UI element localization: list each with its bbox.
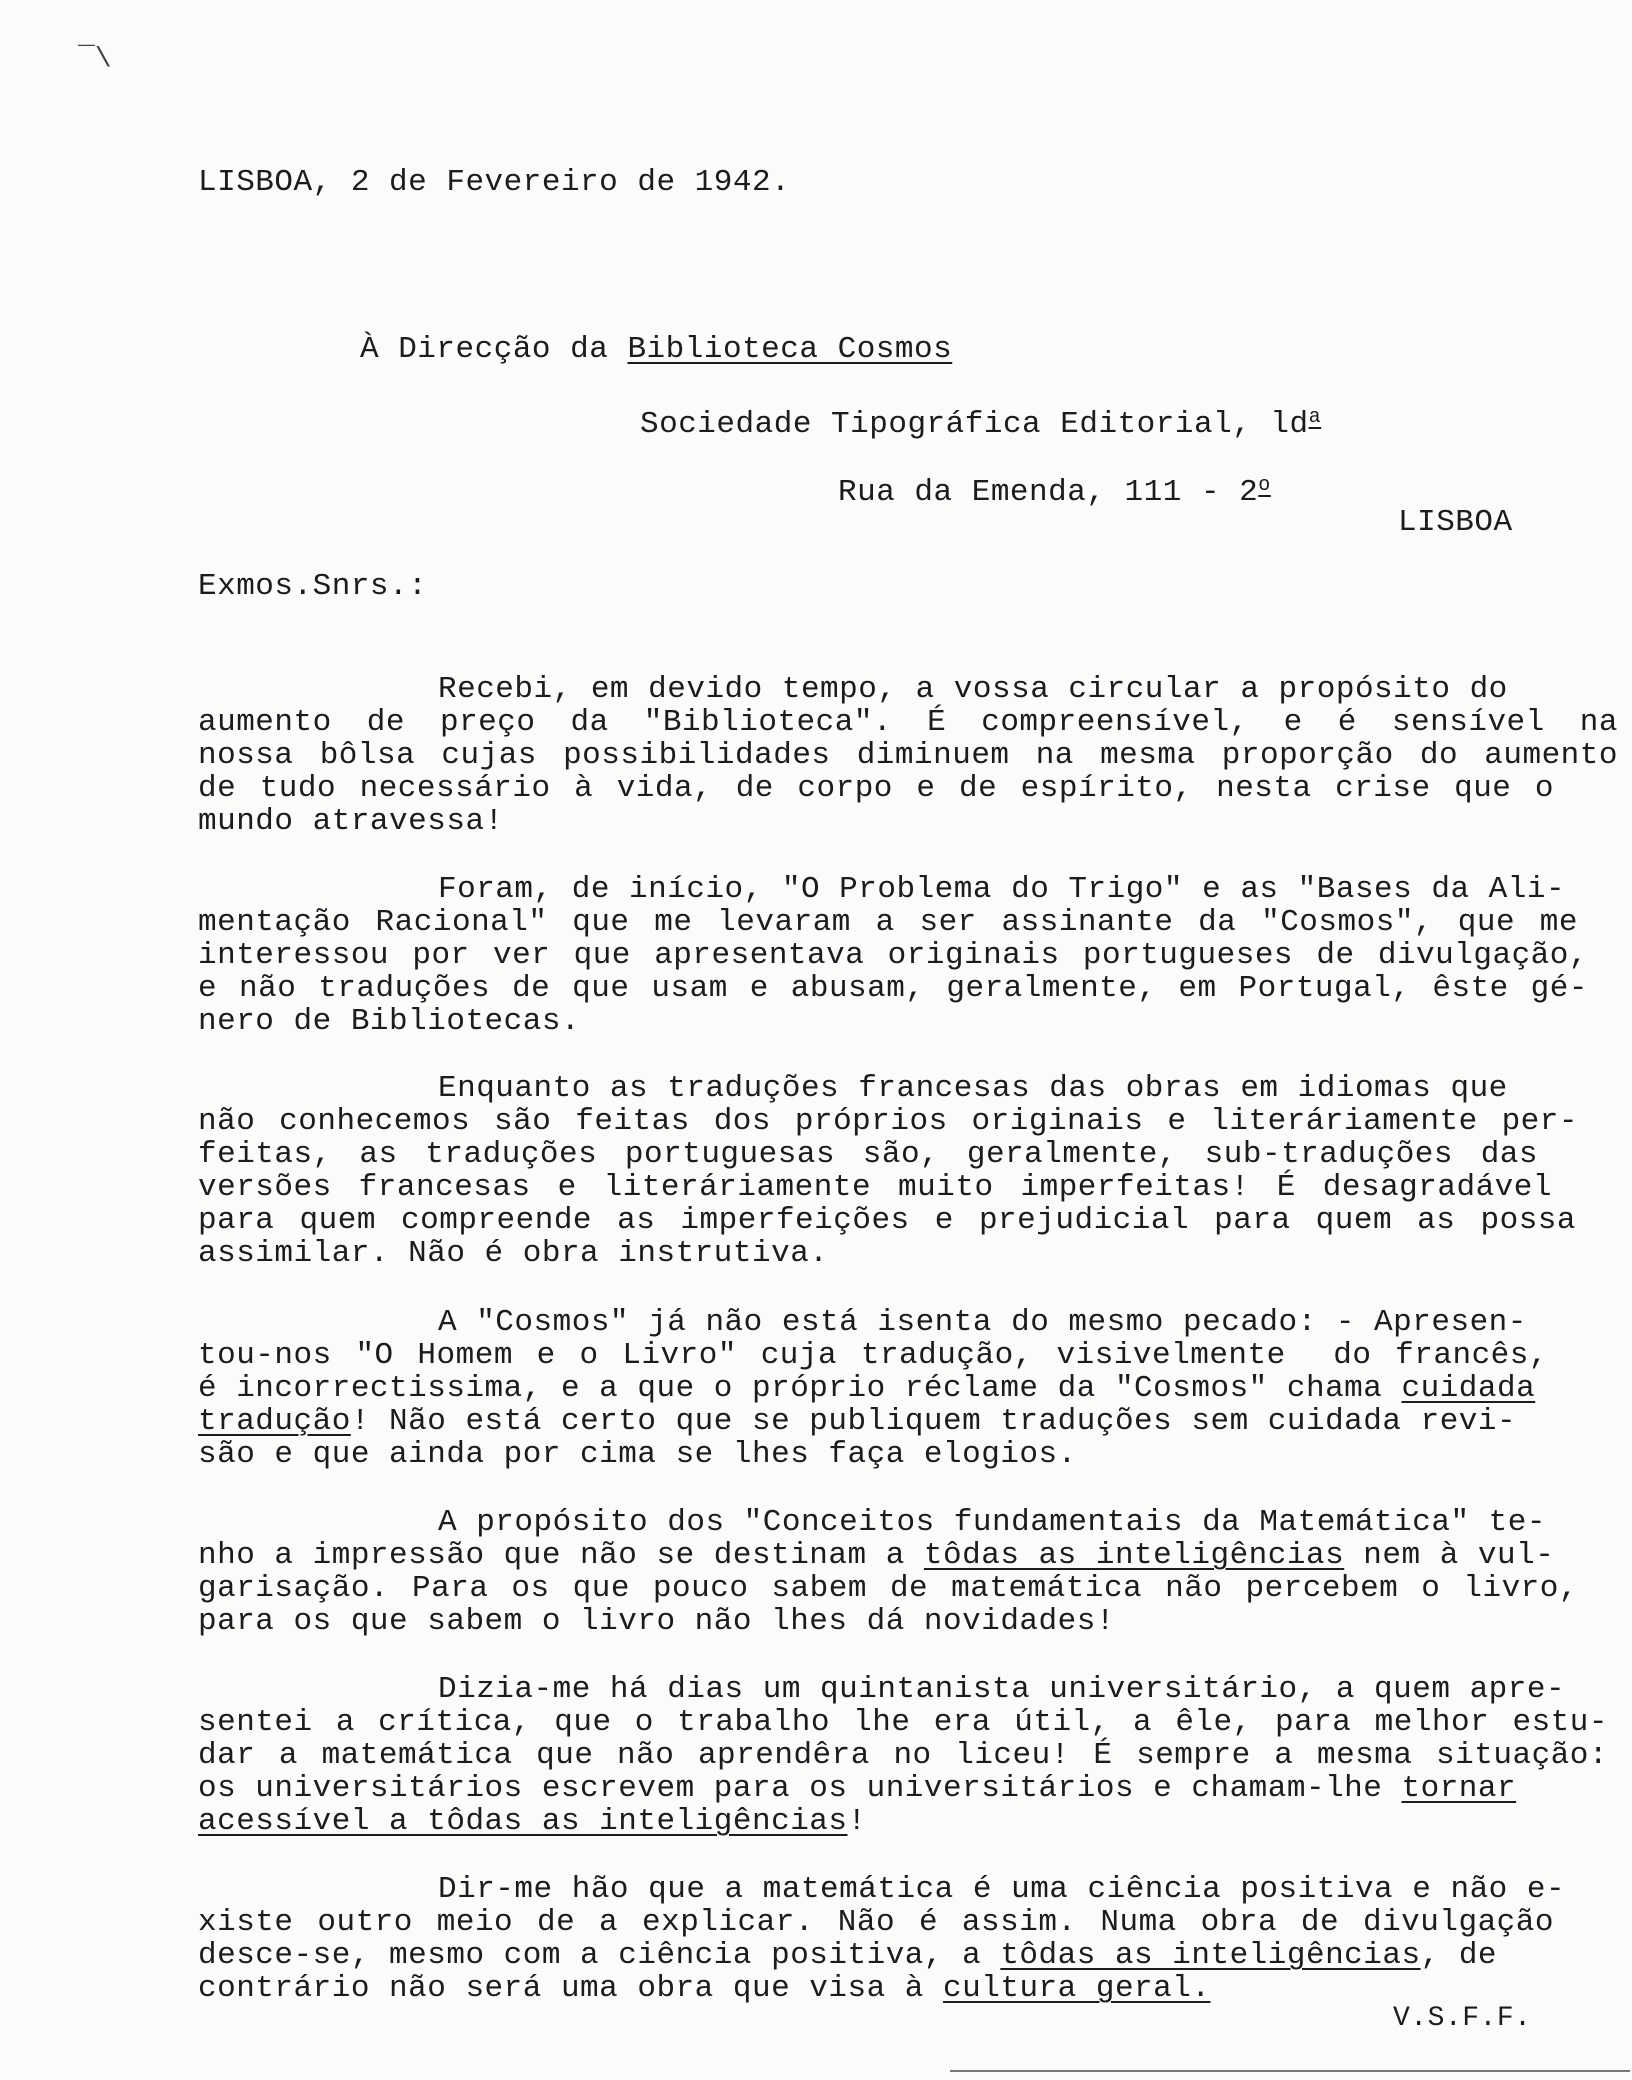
recipient-line-3	[838, 469, 1271, 509]
p4-line-3	[198, 1372, 1535, 1405]
p7-underlined-inteligencias: tôdas as inteligências	[1000, 1938, 1421, 1973]
recipient-line-1	[360, 333, 952, 366]
p6-line-5-end: !	[847, 1804, 867, 1839]
p3-line-1: Enquanto as traduções francesas das obras em idiomas que	[438, 1071, 1508, 1106]
p4-underlined-traducao: tradução	[198, 1404, 351, 1439]
p6-line-3: dar a matemática que não aprendêra no liceu! É sempre a mesma situação:	[198, 1738, 1608, 1773]
p7-line-4	[198, 1972, 1210, 2005]
recipient-street: Rua da Emenda, 111 - 2	[838, 475, 1259, 510]
p7-line-3-end: , de	[1420, 1938, 1498, 1973]
recipient-company: Sociedade Tipográfica Editorial, ld	[640, 407, 1309, 442]
recipient-company-sup: a	[1308, 406, 1322, 429]
p2-line-5: nero de Bibliotecas.	[198, 1004, 581, 1039]
p4-line-2: tou-nos "O Homem e o Livro" cuja tradução, visivelmente do francês,	[198, 1338, 1548, 1373]
p2-line-3: interessou por ver que apresentava originais portugueses de divulgação,	[198, 938, 1588, 973]
p5-line-2-end: nem à vul-	[1344, 1538, 1555, 1573]
p4-line-1: A "Cosmos" já não está isenta do mesmo pecado: - Apresen-	[438, 1305, 1527, 1340]
p7-line-1: Dir-me hão que a matemática é uma ciência positiva e não e-	[438, 1872, 1566, 1907]
p3-line-4: versões francesas e literáriamente muito imperfeitas! É desagradável	[198, 1170, 1552, 1205]
p4-line-4-text: ! Não está certo que se publiquem traduções sem cuidada revi-	[350, 1404, 1517, 1439]
p3-line-6: assimilar. Não é obra instrutiva.	[198, 1236, 829, 1271]
salutation: Exmos.Snrs.:	[198, 569, 428, 604]
p7-line-2: xiste outro meio de a explicar. Não é assim. Numa obra de divulgação	[198, 1905, 1554, 1940]
p1-line-5: mundo atravessa!	[198, 804, 504, 839]
p4-line-5: são e que ainda por cima se lhes faça elogios.	[198, 1437, 1077, 1472]
recipient-name: Biblioteca Cosmos	[627, 332, 953, 367]
p7-line-3-text: desce-se, mesmo com a ciência positiva, a	[198, 1938, 1001, 1973]
p5-underlined-inteligencias: tôdas as inteligências	[923, 1538, 1345, 1573]
p6-line-4-text: os universitários escrevem para os universitários e chamam-lhe	[198, 1771, 1402, 1806]
recipient-line-2	[640, 401, 1321, 441]
p7-underlined-cultura: cultura geral.	[943, 1971, 1211, 2006]
p5-line-3: garisação. Para os que pouco sabem de matemática não percebem o livro,	[198, 1571, 1578, 1606]
p4-line-4	[198, 1405, 1516, 1438]
dateline: LISBOA, 2 de Fevereiro de 1942.	[198, 165, 791, 200]
p6-line-1: Dizia-me há dias um quintanista universitário, a quem apre-	[438, 1672, 1566, 1707]
p3-line-5: para quem compreende as imperfeições e prejudicial para quem as possa	[198, 1203, 1576, 1238]
p5-line-1: A propósito dos "Conceitos fundamentais da Matemática" te-	[438, 1505, 1546, 1540]
bottom-rule	[950, 2070, 1630, 2072]
p4-underlined-cuidada: cuidada	[1401, 1371, 1536, 1406]
recipient-city: LISBOA	[1398, 505, 1513, 540]
margin-mark: ‾\	[78, 44, 112, 75]
p1-line-4: de tudo necessário à vida, de corpo e de espírito, nesta crise que o	[198, 771, 1554, 806]
p5-line-2-text: nho a impressão que não se destinam a	[198, 1538, 924, 1573]
p7-line-3	[198, 1939, 1497, 1972]
p3-line-2: não conhecemos são feitas dos próprios originais e literáriamente per-	[198, 1104, 1578, 1139]
p6-line-2: sentei a crítica, que o trabalho lhe era útil, a êle, para melhor estu-	[198, 1705, 1608, 1740]
p6-line-4	[198, 1772, 1516, 1805]
recipient-street-sup: o	[1258, 474, 1271, 497]
recipient-prefix: À Direcção da	[360, 332, 628, 367]
p1-line-1: Recebi, em devido tempo, a vossa circular a propósito do	[438, 672, 1508, 707]
p6-line-5	[198, 1805, 867, 1838]
p1-line-2: aumento de preço da "Biblioteca". É compreensível, e é sensível na	[198, 705, 1618, 740]
p4-line-3-text: é incorrectissima, e a que o próprio réclame da "Cosmos" chama	[198, 1371, 1402, 1406]
p5-line-4: para os que sabem o livro não lhes dá novidades!	[198, 1604, 1115, 1639]
p3-line-3: feitas, as traduções portuguesas são, geralmente, sub-traduções das	[198, 1137, 1538, 1172]
p2-line-4: e não traduções de que usam e abusam, geralmente, em Portugal, êste gé-	[198, 971, 1588, 1006]
p6-underlined-acessivel: acessível a tôdas as inteligências	[198, 1804, 848, 1839]
vsff-note: V.S.F.F.	[1393, 2003, 1532, 2034]
p2-line-2: mentação Racional" que me levaram a ser assinante da "Cosmos", que me	[198, 905, 1578, 940]
p6-underlined-tornar: tornar	[1401, 1771, 1517, 1806]
p2-line-1: Foram, de início, "O Problema do Trigo" e as "Bases da Ali-	[438, 872, 1566, 907]
p1-line-3: nossa bôlsa cujas possibilidades diminuem na mesma proporção do aumento	[198, 738, 1618, 773]
p5-line-2	[198, 1539, 1554, 1572]
p7-line-4-text: contrário não será uma obra que visa à	[198, 1971, 944, 2006]
